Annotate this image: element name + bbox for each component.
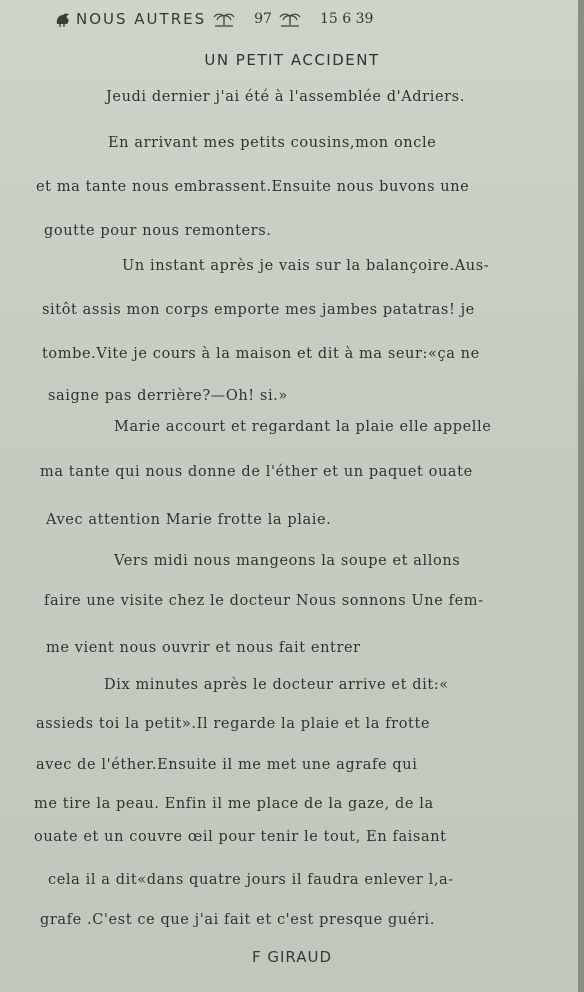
text-line: me tire la peau. Enfin il me place de la gaze, de la (34, 796, 434, 812)
text-line: Un instant après je vais sur la balançoire.Aus- (122, 258, 490, 274)
text-line: Avec attention Marie frotte la plaie. (46, 512, 332, 528)
text-line: ouate et un couvre œil pour tenir le tout, En faisant (34, 829, 447, 845)
palm-tree-icon (212, 11, 236, 27)
text-line: tombe.Vite je cours à la maison et dit à ma seur:«ça ne (42, 346, 480, 362)
text-line: Jeudi dernier j'ai été à l'assemblée d'Adriers. (106, 89, 465, 105)
text-line: Dix minutes après le docteur arrive et dit:« (104, 677, 449, 693)
issue-number: 97 (254, 11, 272, 27)
author-signature: F GIRAUD (251, 948, 333, 966)
text-line: et ma tante nous embrassent.Ensuite nous buvons une (36, 179, 470, 195)
issue-date: 15 6 39 (319, 11, 374, 27)
text-line: avec de l'éther.Ensuite il me met une agrafe qui (36, 757, 418, 773)
text-line: En arrivant mes petits cousins,mon oncle (108, 135, 437, 151)
text-line: assieds toi la petit».Il regarde la plaie et la frotte (36, 716, 431, 732)
text-line: faire une visite chez le docteur Nous sonnons Une fem- (44, 593, 484, 609)
text-line: Vers midi nous mangeons la soupe et allons (114, 553, 461, 569)
magazine-name: NOUS AUTRES (76, 10, 207, 28)
text-line: saigne pas derrière?—Oh! si.» (48, 388, 288, 404)
text-line: ma tante qui nous donne de l'éther et un paquet ouate (40, 464, 473, 480)
palm-tree-icon (278, 11, 302, 27)
text-line: sitôt assis mon corps emporte mes jambes patatras! je (42, 302, 475, 318)
article-title: UN PETIT ACCIDENT (204, 51, 380, 69)
rooster-icon (54, 11, 72, 27)
text-line: Marie accourt et regardant la plaie elle appelle (114, 419, 492, 435)
text-line: grafe .C'est ce que j'ai fait et c'est presque guéri. (40, 912, 435, 928)
text-line: me vient nous ouvrir et nous fait entrer (46, 640, 361, 656)
running-header (54, 8, 373, 30)
text-line: goutte pour nous remonters. (44, 223, 272, 239)
text-line: cela il a dit«dans quatre jours il faudra enlever l,a- (48, 872, 454, 888)
